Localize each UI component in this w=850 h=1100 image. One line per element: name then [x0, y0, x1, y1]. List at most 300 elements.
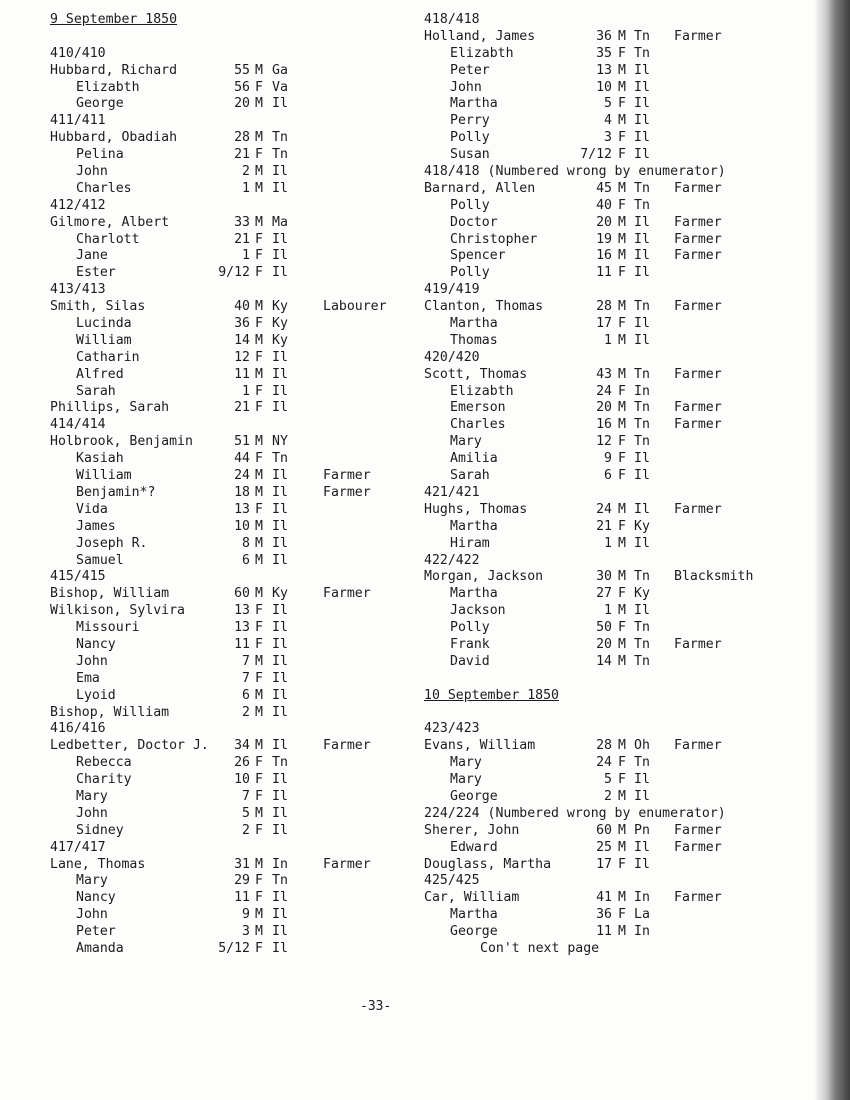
household-member-row	[424, 400, 804, 417]
person-age: 45	[596, 180, 612, 196]
person-sex: F	[255, 349, 263, 365]
person-age: 24	[234, 468, 250, 484]
household-head-row	[424, 823, 804, 840]
person-sex: M	[618, 366, 626, 382]
dwelling-number: 421/421	[424, 484, 480, 500]
person-sex: M	[618, 332, 626, 348]
person-age: 11	[234, 366, 250, 382]
person-age: 2	[242, 704, 250, 720]
person-sex: M	[255, 704, 263, 720]
person-sex: M	[618, 890, 626, 906]
person-age: 43	[596, 366, 612, 382]
household-member-row	[50, 384, 410, 401]
person-name: Mary	[76, 873, 108, 889]
person-sex: M	[255, 214, 263, 230]
birth-state: Il	[272, 772, 288, 788]
person-name: Evans, William	[424, 738, 536, 754]
person-name: Martha	[450, 96, 498, 112]
dwelling-number: 425/425	[424, 873, 480, 889]
occupation: Farmer	[323, 468, 371, 484]
person-sex: F	[618, 96, 626, 112]
birth-state: Il	[634, 839, 650, 855]
birth-state: Tn	[634, 197, 650, 213]
birth-state: Il	[272, 670, 288, 686]
birth-state: Il	[272, 501, 288, 517]
birth-state: In	[272, 856, 288, 872]
person-sex: M	[255, 687, 263, 703]
person-age: 30	[596, 569, 612, 585]
household-head-row	[424, 569, 804, 586]
birth-state: Il	[272, 400, 288, 416]
person-name: Mary	[76, 788, 108, 804]
person-name: Vida	[76, 501, 108, 517]
household-member-row	[424, 637, 804, 654]
person-age: 20	[596, 400, 612, 416]
household-member-row	[50, 873, 410, 890]
person-name: Pelina	[76, 147, 124, 163]
household-member-row	[424, 46, 804, 63]
birth-state: Tn	[634, 400, 650, 416]
person-sex: F	[618, 265, 626, 281]
dwelling-number: 410/410	[50, 45, 106, 61]
household-member-row	[50, 181, 410, 198]
household-head-row	[50, 705, 410, 722]
person-age: 6	[604, 468, 612, 484]
birth-state: Il	[634, 231, 650, 247]
household-head-row	[424, 181, 804, 198]
person-name: Charles	[450, 417, 506, 433]
household-head-row	[424, 29, 804, 46]
birth-state: Il	[272, 535, 288, 551]
birth-state: Tn	[272, 755, 288, 771]
person-sex: M	[255, 924, 263, 940]
person-sex: M	[618, 79, 626, 95]
person-age: 60	[596, 822, 612, 838]
person-name: Martha	[450, 907, 498, 923]
person-age: 28	[596, 299, 612, 315]
person-sex: M	[618, 417, 626, 433]
person-name: Samuel	[76, 552, 124, 568]
birth-state: Ma	[272, 214, 288, 230]
occupation: Farmer	[323, 738, 371, 754]
person-sex: F	[255, 940, 263, 956]
birth-state: Il	[634, 772, 650, 788]
person-name: Perry	[450, 113, 490, 129]
birth-state: Il	[272, 788, 288, 804]
birth-state: Il	[272, 231, 288, 247]
person-sex: M	[255, 180, 263, 196]
birth-state: Il	[272, 518, 288, 534]
person-age: 19	[596, 231, 612, 247]
household-member-row	[424, 468, 804, 485]
person-age: 25	[596, 839, 612, 855]
person-age: 31	[234, 856, 250, 872]
person-age: 51	[234, 434, 250, 450]
birth-state: Il	[634, 603, 650, 619]
occupation: Farmer	[674, 366, 722, 382]
person-name: Doctor	[450, 214, 498, 230]
birth-state: Tn	[634, 653, 650, 669]
household-member-row	[424, 130, 804, 147]
person-age: 3	[242, 924, 250, 940]
birth-state: Tn	[272, 147, 288, 163]
person-age: 36	[596, 907, 612, 923]
person-sex: M	[618, 738, 626, 754]
birth-state: Il	[272, 180, 288, 196]
birth-state: Tn	[634, 417, 650, 433]
person-age: 1	[604, 332, 612, 348]
household-member-row	[50, 96, 410, 113]
person-sex: F	[255, 265, 263, 281]
person-name: Ester	[76, 265, 116, 281]
person-age: 20	[596, 214, 612, 230]
person-name: Nancy	[76, 636, 116, 652]
household-head-row	[50, 130, 410, 147]
person-age: 7	[242, 670, 250, 686]
occupation: Farmer	[323, 586, 371, 602]
household-member-row	[424, 620, 804, 637]
occupation: Farmer	[323, 856, 371, 872]
birth-state: Ky	[272, 586, 288, 602]
household-member-row	[424, 232, 804, 249]
occupation: Farmer	[674, 501, 722, 517]
person-name: Frank	[450, 636, 490, 652]
birth-state: Tn	[272, 451, 288, 467]
birth-state: Tn	[272, 873, 288, 889]
birth-state: Il	[272, 704, 288, 720]
person-age: 10	[234, 772, 250, 788]
birth-state: Tn	[634, 620, 650, 636]
person-age: 5	[242, 805, 250, 821]
household-member-row	[50, 772, 410, 789]
occupation: Farmer	[674, 890, 722, 906]
person-name: Peter	[450, 62, 490, 78]
person-age: 36	[596, 28, 612, 44]
person-name: Mary	[450, 755, 482, 771]
person-name: Charity	[76, 772, 132, 788]
household-member-row	[424, 63, 804, 80]
person-age: 17	[596, 856, 612, 872]
person-sex: M	[255, 518, 263, 534]
person-age: 50	[596, 620, 612, 636]
person-sex: M	[255, 130, 263, 146]
person-age: 2	[242, 822, 250, 838]
person-age: 6	[242, 552, 250, 568]
birth-state: Il	[272, 383, 288, 399]
person-sex: F	[618, 383, 626, 399]
birth-state: Tn	[634, 434, 650, 450]
date-header: 9 September 1850	[50, 12, 178, 27]
person-name: John	[76, 907, 108, 923]
person-name: Sherer, John	[424, 822, 520, 838]
birth-state: Il	[272, 805, 288, 821]
household-member-row	[50, 519, 410, 536]
person-name: John	[76, 653, 108, 669]
person-name: Car, William	[424, 890, 520, 906]
person-sex: F	[618, 468, 626, 484]
person-name: John	[450, 79, 482, 95]
household-member-row	[50, 907, 410, 924]
page-number: -33-	[360, 999, 392, 1014]
occupation: Farmer	[674, 822, 722, 838]
person-age: 1	[242, 180, 250, 196]
person-name: Douglass, Martha	[424, 856, 552, 872]
person-name: Polly	[450, 265, 490, 281]
person-sex: M	[618, 214, 626, 230]
person-sex: F	[255, 79, 263, 95]
person-name: Gilmore, Albert	[50, 214, 170, 230]
person-sex: M	[618, 231, 626, 247]
household-member-row	[50, 451, 410, 468]
person-name: Barnard, Allen	[424, 180, 536, 196]
person-sex: M	[618, 603, 626, 619]
birth-state: Il	[634, 113, 650, 129]
person-name: Elizabth	[450, 45, 514, 61]
household-member-row	[50, 502, 410, 519]
person-name: Mary	[450, 434, 482, 450]
person-age: 34	[234, 738, 250, 754]
birth-state: In	[634, 924, 650, 940]
person-age: 41	[596, 890, 612, 906]
person-name: Elizabth	[76, 79, 140, 95]
household-member-row	[424, 113, 804, 130]
person-sex: M	[618, 501, 626, 517]
person-name: Martha	[450, 518, 498, 534]
person-name: Lane, Thomas	[50, 856, 146, 872]
person-sex: M	[618, 28, 626, 44]
person-age: 27	[596, 586, 612, 602]
birth-state: Il	[272, 484, 288, 500]
person-age: 18	[234, 484, 250, 500]
birth-state: Il	[272, 603, 288, 619]
person-name: Rebecca	[76, 755, 132, 771]
person-sex: F	[255, 231, 263, 247]
person-name: George	[76, 96, 124, 112]
person-sex: M	[255, 907, 263, 923]
household-member-row	[50, 890, 410, 907]
person-name: Emerson	[450, 400, 506, 416]
person-sex: F	[255, 822, 263, 838]
census-column-right	[424, 12, 804, 958]
occupation: Farmer	[674, 180, 722, 196]
person-name: Christopher	[450, 231, 538, 247]
person-name: Charles	[76, 180, 132, 196]
person-sex: M	[618, 248, 626, 264]
person-age: 55	[234, 62, 250, 78]
person-sex: M	[618, 653, 626, 669]
person-age: 13	[596, 62, 612, 78]
person-sex: F	[618, 772, 626, 788]
person-name: Missouri	[76, 620, 140, 636]
birth-state: In	[634, 383, 650, 399]
person-sex: F	[255, 890, 263, 906]
household-member-row	[424, 333, 804, 350]
birth-state: Il	[634, 79, 650, 95]
household-member-row	[424, 215, 804, 232]
household-head-row	[50, 299, 410, 316]
person-sex: F	[618, 130, 626, 146]
occupation: Farmer	[674, 299, 722, 315]
person-age: 5	[604, 96, 612, 112]
birth-state: La	[634, 907, 650, 923]
person-name: Lucinda	[76, 316, 132, 332]
occupation: Blacksmith	[674, 569, 754, 585]
person-sex: M	[618, 636, 626, 652]
census-column-left	[50, 12, 410, 958]
household-head-row	[50, 603, 410, 620]
household-head-row	[424, 890, 804, 907]
person-sex: M	[255, 856, 263, 872]
person-sex: F	[618, 586, 626, 602]
household-member-row	[424, 519, 804, 536]
birth-state: Il	[272, 890, 288, 906]
birth-state: Il	[272, 366, 288, 382]
household-member-row	[50, 248, 410, 265]
person-age: 33	[234, 214, 250, 230]
person-sex: M	[255, 164, 263, 180]
birth-state: Il	[634, 788, 650, 804]
person-name: Nancy	[76, 890, 116, 906]
person-age: 24	[596, 383, 612, 399]
person-sex: F	[255, 755, 263, 771]
person-name: Hiram	[450, 535, 490, 551]
household-member-row	[50, 232, 410, 249]
household-member-row	[50, 147, 410, 164]
person-age: 2	[604, 788, 612, 804]
person-age: 10	[596, 79, 612, 95]
birth-state: Il	[634, 130, 650, 146]
birth-state: Il	[272, 265, 288, 281]
person-name: Susan	[450, 147, 490, 163]
person-name: Phillips, Sarah	[50, 400, 170, 416]
birth-state: Il	[634, 451, 650, 467]
birth-state: NY	[272, 434, 288, 450]
person-name: William	[76, 468, 132, 484]
household-member-row	[50, 941, 410, 958]
person-sex: F	[618, 147, 626, 163]
person-sex: M	[255, 332, 263, 348]
occupation: Farmer	[674, 839, 722, 855]
household-head-row	[50, 63, 410, 80]
person-name: Bishop, William	[50, 704, 170, 720]
household-member-row	[50, 789, 410, 806]
person-sex: F	[255, 772, 263, 788]
person-sex: M	[255, 468, 263, 484]
spacer	[424, 671, 804, 688]
occupation: Farmer	[674, 417, 722, 433]
household-member-row	[424, 316, 804, 333]
person-sex: M	[255, 535, 263, 551]
dwelling-number: 422/422	[424, 552, 480, 568]
birth-state: Il	[634, 316, 650, 332]
person-name: Wilkison, Sylvira	[50, 603, 185, 619]
birth-state: Il	[272, 349, 288, 365]
person-sex: M	[618, 535, 626, 551]
person-age: 11	[234, 636, 250, 652]
household-member-row	[50, 350, 410, 367]
person-sex: F	[255, 670, 263, 686]
person-name: James	[76, 518, 116, 534]
birth-state: Il	[272, 653, 288, 669]
person-name: George	[450, 924, 498, 940]
person-sex: F	[618, 620, 626, 636]
person-age: 21	[596, 518, 612, 534]
birth-state: Tn	[634, 755, 650, 771]
birth-state: Il	[634, 147, 650, 163]
person-age: 1	[242, 248, 250, 264]
person-sex: F	[618, 197, 626, 213]
person-age: 6	[242, 687, 250, 703]
person-age: 24	[596, 755, 612, 771]
person-sex: M	[618, 569, 626, 585]
person-age: 40	[596, 197, 612, 213]
person-name: Martha	[450, 586, 498, 602]
person-age: 7	[242, 653, 250, 669]
household-head-row	[50, 400, 410, 417]
person-name: Ema	[76, 670, 100, 686]
person-age: 24	[596, 501, 612, 517]
dwelling-number: 417/417	[50, 839, 106, 855]
person-sex: M	[618, 113, 626, 129]
household-head-row	[424, 299, 804, 316]
person-sex: F	[618, 907, 626, 923]
household-head-row	[50, 434, 410, 451]
person-sex: F	[255, 788, 263, 804]
birth-state: Il	[634, 248, 650, 264]
person-sex: M	[618, 299, 626, 315]
person-sex: F	[618, 434, 626, 450]
household-member-row	[424, 586, 804, 603]
person-sex: M	[618, 924, 626, 940]
continued-note: Con't next page	[480, 940, 600, 956]
person-name: Sidney	[76, 822, 124, 838]
household-member-row	[50, 164, 410, 181]
person-sex: F	[255, 636, 263, 652]
person-name: Holland, James	[424, 28, 536, 44]
person-sex: M	[618, 822, 626, 838]
household-head-row	[50, 586, 410, 603]
occupation: Farmer	[674, 738, 722, 754]
person-age: 9/12	[218, 265, 250, 281]
person-name: William	[76, 332, 132, 348]
person-age: 2	[242, 164, 250, 180]
person-name: Peter	[76, 924, 116, 940]
person-name: Hughs, Thomas	[424, 501, 528, 517]
person-sex: F	[618, 755, 626, 771]
household-member-row	[424, 265, 804, 282]
person-name: Amilia	[450, 451, 498, 467]
household-member-row	[424, 434, 804, 451]
household-member-row	[50, 316, 410, 333]
household-member-row	[50, 806, 410, 823]
person-name: Sarah	[450, 468, 490, 484]
household-member-row	[424, 417, 804, 434]
occupation: Farmer	[323, 484, 371, 500]
birth-state: Il	[634, 856, 650, 872]
birth-state: Il	[272, 248, 288, 264]
birth-state: Tn	[634, 299, 650, 315]
birth-state: Il	[272, 738, 288, 754]
birth-state: Tn	[634, 180, 650, 196]
person-age: 12	[234, 349, 250, 365]
occupation: Farmer	[674, 248, 722, 264]
person-age: 21	[234, 400, 250, 416]
person-age: 28	[596, 738, 612, 754]
person-age: 7	[242, 788, 250, 804]
person-name: Joseph R.	[76, 535, 148, 551]
household-member-row	[50, 620, 410, 637]
birth-state: Il	[634, 332, 650, 348]
